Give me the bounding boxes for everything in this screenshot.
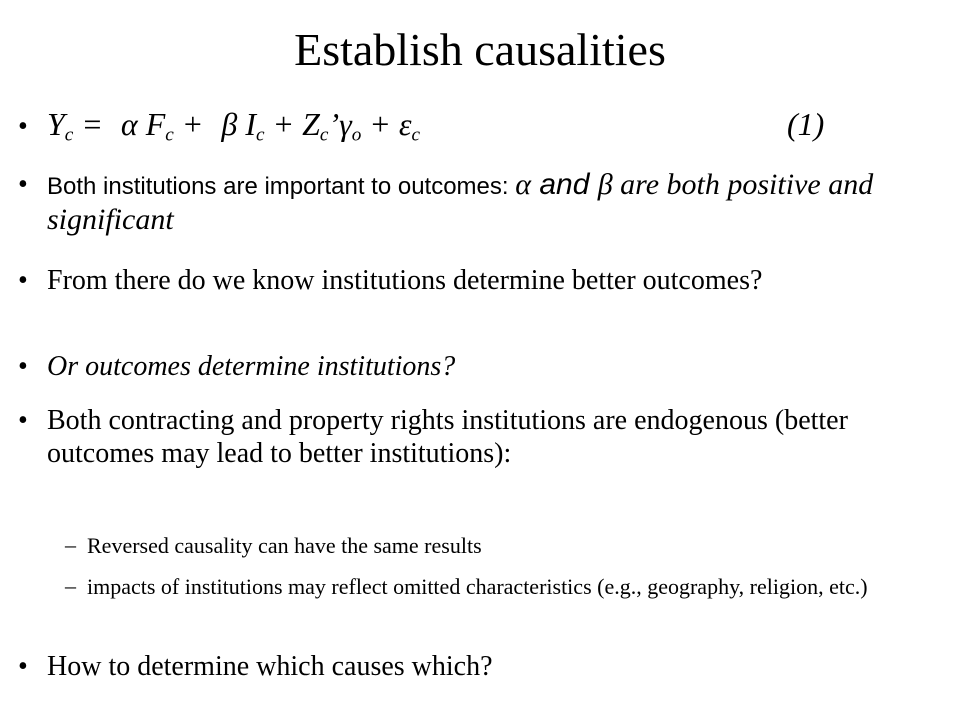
eq-sub-c: c xyxy=(411,124,421,146)
bullet-text: How to determine which causes which? xyxy=(47,651,493,682)
equation-number: (1) xyxy=(787,106,825,142)
bullet-important xyxy=(18,168,920,237)
eq-f: F xyxy=(145,106,166,142)
slide-title: Establish causalities xyxy=(294,24,666,75)
equation xyxy=(47,106,920,146)
eq-plus: + xyxy=(173,106,204,142)
bullet-text-italic: are both positive and significant xyxy=(47,168,874,236)
sub-bullet-text: impacts of institutions may reflect omitted characteristics (e.g., geography, religion, etc.) xyxy=(87,574,868,599)
eq-equals: = xyxy=(73,106,103,142)
sub-bullet-text: Reversed causality can have the same results xyxy=(87,533,482,558)
eq-plus: + xyxy=(361,106,391,142)
bullet-marker: • xyxy=(18,111,28,142)
and-text: and xyxy=(530,168,598,201)
bullet-text-normal: Both institutions are important to outcomes: xyxy=(47,173,516,200)
equation-bullet xyxy=(18,106,920,146)
eq-gamma: γ xyxy=(339,106,352,142)
dash-marker: – xyxy=(65,573,76,598)
eq-plus: + xyxy=(264,106,295,142)
eq-sub-c: c xyxy=(255,124,265,146)
eq-beta: β xyxy=(221,106,238,142)
dash-marker: – xyxy=(65,532,76,557)
bullet-reverse-question xyxy=(18,350,920,383)
eq-y: Y xyxy=(47,106,65,142)
bullet-marker: • xyxy=(18,351,28,382)
bullet-text: Both contracting and property rights institutions are endogenous (better outcomes may lead to better institutions): xyxy=(47,405,848,469)
bullet-marker: • xyxy=(18,651,28,682)
beta-symbol: β xyxy=(597,168,613,201)
bullet-marker: • xyxy=(18,405,28,436)
bullet-endogenous xyxy=(18,404,920,470)
eq-sub-c: c xyxy=(165,124,174,146)
bullet-which-causes xyxy=(18,650,920,683)
eq-prime: ’ xyxy=(328,106,340,142)
sub-bullet-omitted xyxy=(65,571,920,602)
bullet-marker: • xyxy=(18,265,28,296)
eq-sub-c: c xyxy=(64,124,74,146)
eq-z: Z xyxy=(302,106,320,142)
bullet-text xyxy=(47,168,920,237)
eq-i: I xyxy=(245,106,256,142)
alpha-symbol: α xyxy=(515,168,531,201)
eq-sub-c: c xyxy=(319,124,329,146)
eq-epsilon: ε xyxy=(398,106,412,142)
eq-alpha: α xyxy=(120,106,138,142)
sub-bullet-reversed xyxy=(65,530,920,561)
bullet-marker: • xyxy=(18,169,28,200)
eq-sub-o: o xyxy=(351,124,362,146)
bullet-text: Or outcomes determine institutions? xyxy=(47,351,456,382)
bullet-text: From there do we know institutions determine better outcomes? xyxy=(47,265,763,296)
bullet-question xyxy=(18,264,920,297)
